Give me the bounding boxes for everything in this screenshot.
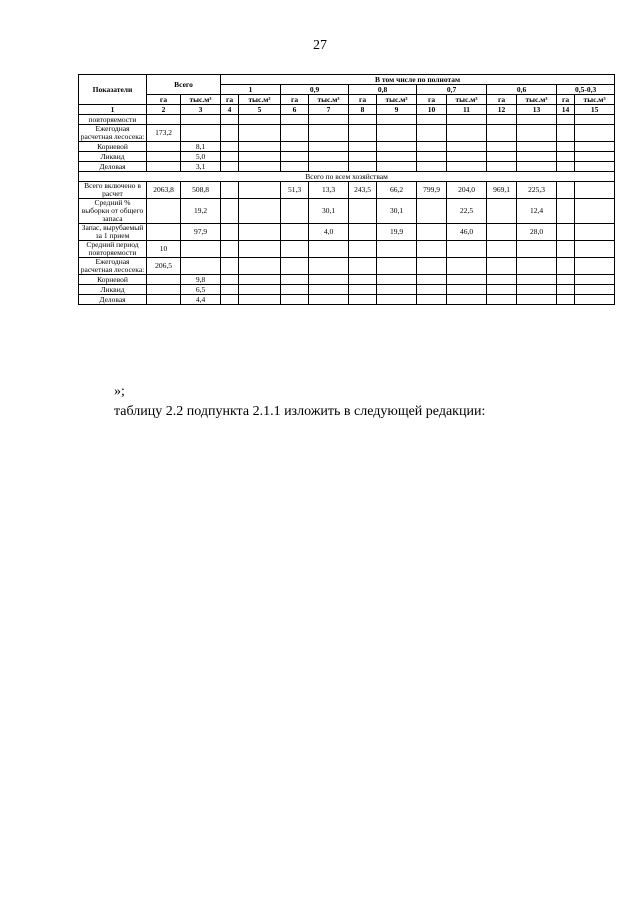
table-cell [447, 125, 487, 142]
closing-quote: »; [114, 384, 125, 399]
unit-volume-header: тыс.м³ [517, 95, 557, 105]
unit-ha-header: га [557, 95, 575, 105]
column-number: 14 [557, 105, 575, 115]
table-cell: 4,0 [309, 224, 349, 241]
table-cell: 5,0 [181, 152, 221, 162]
column-number: 7 [309, 105, 349, 115]
table-cell [417, 142, 447, 152]
header-density: 0,9 [281, 85, 349, 95]
table-cell [221, 162, 239, 172]
table-cell [575, 162, 615, 172]
table-cell [181, 258, 221, 275]
table-row [79, 115, 615, 125]
table-cell [221, 241, 239, 258]
table-cell [557, 295, 575, 305]
table-cell [349, 125, 377, 142]
table-cell [447, 241, 487, 258]
table-row [79, 241, 615, 258]
table-cell [309, 295, 349, 305]
table-cell [517, 142, 557, 152]
header-density: 0,8 [349, 85, 417, 95]
table-cell [417, 162, 447, 172]
table-cell [181, 241, 221, 258]
table-cell [239, 142, 281, 152]
table-cell [239, 152, 281, 162]
table-cell: 799,9 [417, 182, 447, 199]
table-cell [377, 241, 417, 258]
table-cell [487, 224, 517, 241]
table-row [79, 162, 615, 172]
table-cell [377, 142, 417, 152]
table-cell [181, 125, 221, 142]
table-cell: 508,8 [181, 182, 221, 199]
row-label: Ежегодная расчетная лесосека: [79, 258, 147, 275]
column-number: 12 [487, 105, 517, 115]
table-cell [447, 285, 487, 295]
table-cell [239, 275, 281, 285]
table-cell [447, 115, 487, 125]
column-number: 6 [281, 105, 309, 115]
table-cell [517, 241, 557, 258]
table-cell [557, 125, 575, 142]
unit-ha-header: га [221, 95, 239, 105]
unit-ha-header: га [417, 95, 447, 105]
table-cell [487, 162, 517, 172]
table-cell [221, 285, 239, 295]
unit-volume-header: тыс.м³ [239, 95, 281, 105]
table-cell [239, 258, 281, 275]
table-cell [147, 275, 181, 285]
unit-volume-header: тыс.м³ [181, 95, 221, 105]
table-cell [487, 142, 517, 152]
table-cell: 4,4 [181, 295, 221, 305]
section-title: Всего по всем хозяйствам [79, 172, 615, 182]
table-cell [281, 115, 309, 125]
table-cell [309, 152, 349, 162]
table-cell: 19,9 [377, 224, 417, 241]
table-cell [447, 275, 487, 285]
table-cell [417, 275, 447, 285]
table-cell [377, 162, 417, 172]
table-cell [377, 295, 417, 305]
table-cell [557, 152, 575, 162]
table-cell [281, 152, 309, 162]
table-cell [239, 241, 281, 258]
table-cell [447, 152, 487, 162]
header-incl-density: В том числе по полнотам [221, 75, 615, 85]
unit-ha-header: га [147, 95, 181, 105]
table-cell [575, 295, 615, 305]
table-cell [417, 258, 447, 275]
section-row [79, 172, 615, 182]
column-number: 3 [181, 105, 221, 115]
table-cell [487, 115, 517, 125]
table-cell [557, 142, 575, 152]
table-cell [281, 285, 309, 295]
table-cell [487, 125, 517, 142]
table-cell [417, 152, 447, 162]
column-number: 15 [575, 105, 615, 115]
header-density: 0,6 [487, 85, 557, 95]
table-cell: 13,3 [309, 182, 349, 199]
table-cell [487, 241, 517, 258]
table-cell: 97,9 [181, 224, 221, 241]
table-cell [349, 142, 377, 152]
table-cell [417, 285, 447, 295]
table-cell [575, 275, 615, 285]
table-cell [575, 199, 615, 224]
column-number: 8 [349, 105, 377, 115]
header-density: 0,7 [417, 85, 487, 95]
table-cell [349, 258, 377, 275]
unit-volume-header: тыс.м³ [575, 95, 615, 105]
unit-ha-header: га [349, 95, 377, 105]
table-cell: 204,0 [447, 182, 487, 199]
row-label: Корневой [79, 275, 147, 285]
table-cell: 3,1 [181, 162, 221, 172]
table-cell [517, 115, 557, 125]
table-cell [377, 152, 417, 162]
table-row [79, 199, 615, 224]
table-cell [181, 115, 221, 125]
table-cell: 206,5 [147, 258, 181, 275]
table-cell [281, 295, 309, 305]
table-cell [575, 258, 615, 275]
table-cell [417, 199, 447, 224]
table-cell [221, 152, 239, 162]
table-cell [239, 115, 281, 125]
table-cell [309, 115, 349, 125]
table-cell [517, 275, 557, 285]
table-cell [221, 199, 239, 224]
table-cell [417, 295, 447, 305]
table-cell [487, 285, 517, 295]
table-cell [447, 142, 487, 152]
unit-volume-header: тыс.м³ [447, 95, 487, 105]
table-cell [575, 125, 615, 142]
table-cell [575, 224, 615, 241]
column-number: 9 [377, 105, 417, 115]
table-cell [417, 224, 447, 241]
table-cell [281, 162, 309, 172]
row-label: Средний период повторяемости [79, 241, 147, 258]
table-cell [221, 142, 239, 152]
body-text: таблицу 2.2 подпункта 2.1.1 изложить в следующей редакции: [114, 404, 486, 419]
table-cell [557, 115, 575, 125]
table-cell [309, 142, 349, 152]
row-label: Ежегодная расчетная лесосека: [79, 125, 147, 142]
table-cell [575, 152, 615, 162]
column-number: 13 [517, 105, 557, 115]
table-cell [309, 258, 349, 275]
table-cell [239, 295, 281, 305]
table-cell [517, 125, 557, 142]
table-cell [557, 224, 575, 241]
column-number: 2 [147, 105, 181, 115]
table-cell: 30,1 [309, 199, 349, 224]
table-cell [349, 224, 377, 241]
table-cell: 2063,8 [147, 182, 181, 199]
table-cell [349, 115, 377, 125]
column-number: 10 [417, 105, 447, 115]
table-cell [417, 115, 447, 125]
table-cell [557, 258, 575, 275]
table-cell: 51,3 [281, 182, 309, 199]
table-cell: 28,0 [517, 224, 557, 241]
table-cell [349, 199, 377, 224]
table-cell [147, 142, 181, 152]
table-cell [349, 162, 377, 172]
table-cell [281, 125, 309, 142]
table-cell [147, 295, 181, 305]
unit-ha-header: га [281, 95, 309, 105]
table-cell [447, 258, 487, 275]
table-cell [147, 199, 181, 224]
row-label: Запас, вырубаемый за 1 прием [79, 224, 147, 241]
table-cell [221, 295, 239, 305]
column-number: 5 [239, 105, 281, 115]
table-cell: 30,1 [377, 199, 417, 224]
table-cell [517, 295, 557, 305]
unit-ha-header: га [487, 95, 517, 105]
table-cell [487, 275, 517, 285]
row-label: Всего включено в расчет [79, 182, 147, 199]
table-cell [239, 162, 281, 172]
table-cell [447, 162, 487, 172]
table-cell [517, 258, 557, 275]
table-cell [447, 295, 487, 305]
table-cell [557, 162, 575, 172]
table-cell [281, 275, 309, 285]
table-cell [575, 142, 615, 152]
table-cell [349, 295, 377, 305]
table-cell: 10 [147, 241, 181, 258]
table-cell [557, 182, 575, 199]
table-cell [281, 199, 309, 224]
table-cell [147, 285, 181, 295]
table-cell [309, 125, 349, 142]
table-cell: 225,3 [517, 182, 557, 199]
table-cell [309, 275, 349, 285]
table-cell [417, 125, 447, 142]
table-cell [487, 152, 517, 162]
table-row [79, 142, 615, 152]
unit-volume-header: тыс.м³ [377, 95, 417, 105]
table-cell [349, 275, 377, 285]
table-cell [575, 241, 615, 258]
column-number: 1 [79, 105, 147, 115]
table-cell [147, 152, 181, 162]
table-cell [239, 182, 281, 199]
table-cell: 9,8 [181, 275, 221, 285]
table-cell [221, 275, 239, 285]
table-cell [557, 285, 575, 295]
table-cell [377, 115, 417, 125]
table-cell [487, 258, 517, 275]
table-cell: 22,5 [447, 199, 487, 224]
table-cell [221, 182, 239, 199]
table-cell: 46,0 [447, 224, 487, 241]
table-cell [309, 285, 349, 295]
table-header [79, 75, 615, 115]
table-cell [221, 125, 239, 142]
table-cell [221, 115, 239, 125]
table-cell [575, 115, 615, 125]
table-cell [221, 224, 239, 241]
table-row [79, 152, 615, 162]
table-cell [557, 199, 575, 224]
table-cell [147, 115, 181, 125]
table-cell [281, 241, 309, 258]
table-row [79, 182, 615, 199]
column-number: 4 [221, 105, 239, 115]
table-cell [309, 241, 349, 258]
table-cell [487, 295, 517, 305]
table-cell [147, 224, 181, 241]
table-row [79, 275, 615, 285]
table-cell [517, 162, 557, 172]
table-cell [221, 258, 239, 275]
table-cell [281, 142, 309, 152]
table-row [79, 258, 615, 275]
table-cell [487, 199, 517, 224]
table-cell [377, 258, 417, 275]
table-cell [517, 152, 557, 162]
header-density: 0,5-0,3 [557, 85, 615, 95]
row-label: Деловая [79, 162, 147, 172]
header-total: Всего [147, 75, 221, 95]
table-cell [575, 182, 615, 199]
table-cell [377, 285, 417, 295]
column-number: 11 [447, 105, 487, 115]
table-cell: 66,2 [377, 182, 417, 199]
table-cell: 12,4 [517, 199, 557, 224]
table-cell: 6,5 [181, 285, 221, 295]
table-row [79, 295, 615, 305]
table-cell [239, 285, 281, 295]
row-label: Ликвид [79, 285, 147, 295]
table-cell [557, 275, 575, 285]
table-body [79, 115, 615, 305]
row-label: Средний % выборки от общего запаса [79, 199, 147, 224]
table-cell [239, 224, 281, 241]
table-cell [517, 285, 557, 295]
table-cell [557, 241, 575, 258]
table-cell [281, 224, 309, 241]
page-number: 27 [313, 38, 327, 53]
table-cell: 173,2 [147, 125, 181, 142]
data-table [78, 74, 615, 305]
table-cell [239, 199, 281, 224]
table-cell [281, 258, 309, 275]
row-label: Деловая [79, 295, 147, 305]
table-cell: 969,1 [487, 182, 517, 199]
header-density: 1 [221, 85, 281, 95]
header-indicator: Показатели [79, 75, 147, 105]
table-cell [349, 241, 377, 258]
table-row [79, 125, 615, 142]
row-label: Корневой [79, 142, 147, 152]
table-row [79, 285, 615, 295]
table-cell [377, 125, 417, 142]
table-cell [147, 162, 181, 172]
table-cell [349, 285, 377, 295]
table-cell [417, 241, 447, 258]
table-cell [239, 125, 281, 142]
row-label: повторяемости [79, 115, 147, 125]
table-row [79, 224, 615, 241]
row-label: Ликвид [79, 152, 147, 162]
table-cell: 243,5 [349, 182, 377, 199]
table-cell [349, 152, 377, 162]
table-cell [377, 275, 417, 285]
table-cell: 8,1 [181, 142, 221, 152]
table-cell [309, 162, 349, 172]
table-cell [575, 285, 615, 295]
unit-volume-header: тыс.м³ [309, 95, 349, 105]
table-cell: 19,2 [181, 199, 221, 224]
